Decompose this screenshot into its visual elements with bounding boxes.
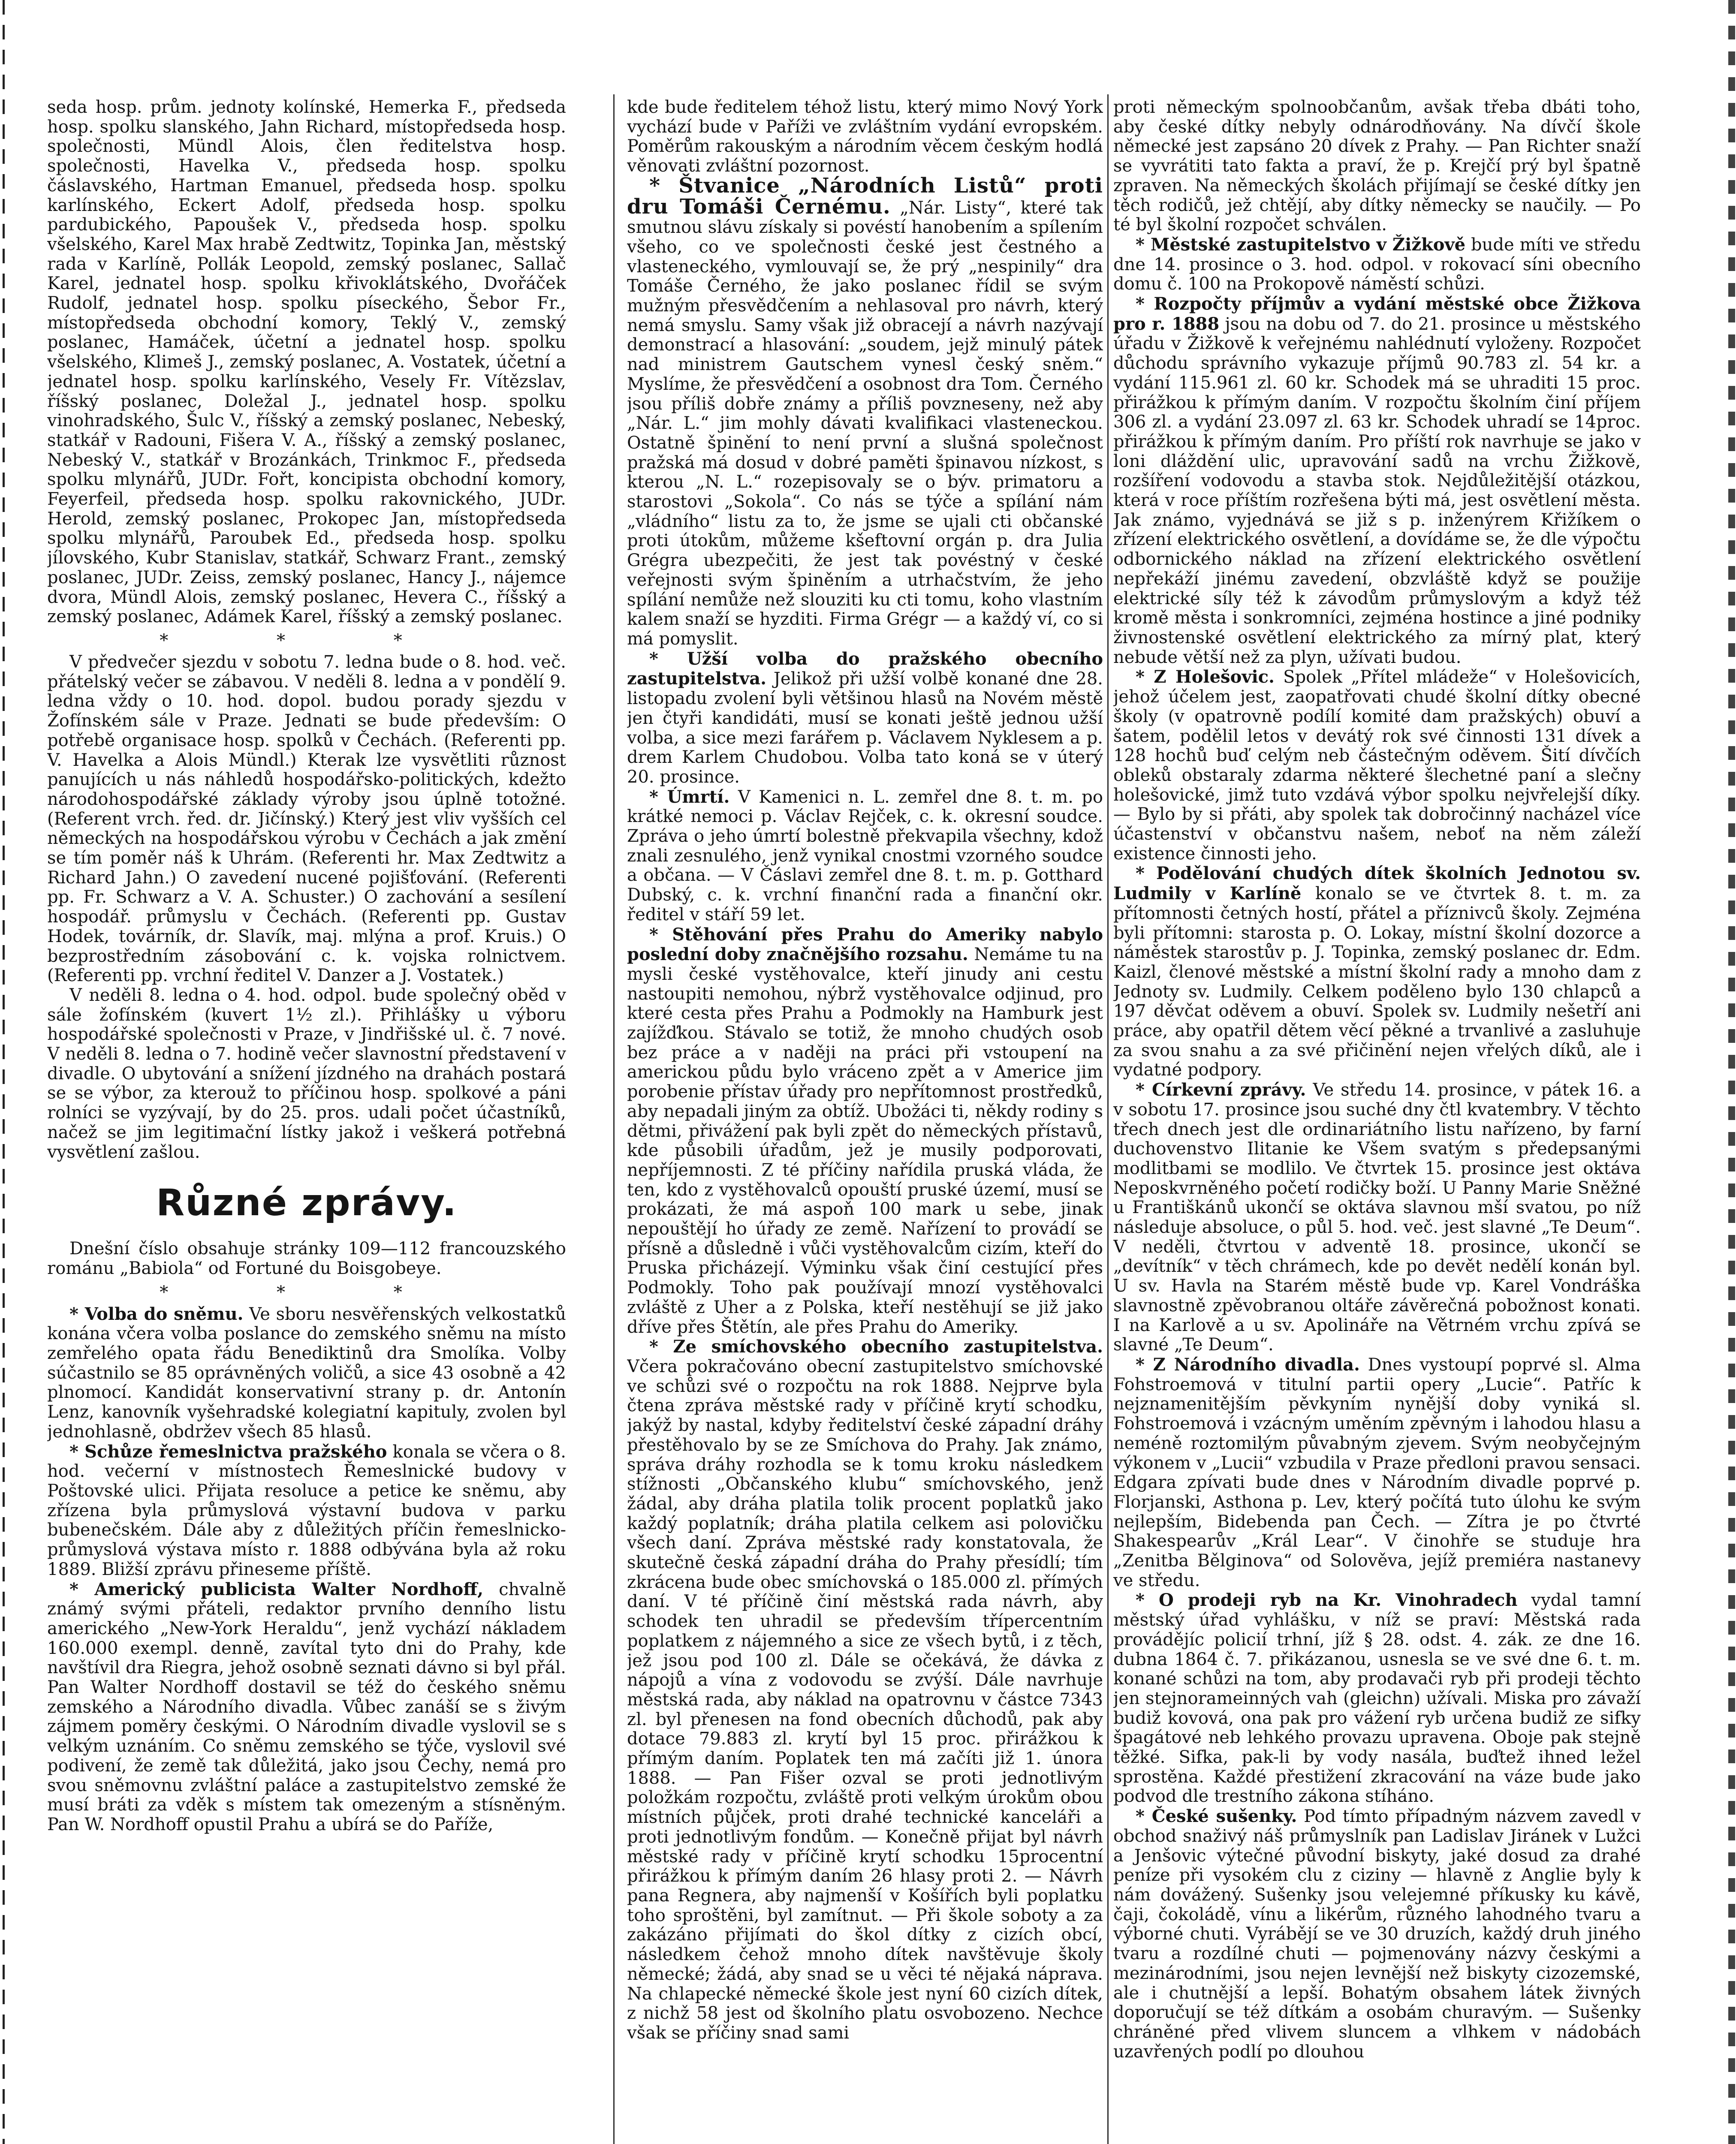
smichov-continued: proti německým spolnoobčanům, avšak třeba dbáti toho, aby české dítky nebyly odnárodňovány. Na dívčí škole německé jest zapsáno 20 dívek z Prahy. — Pan Richter snaží se vyvrátiti tato fakta a praví, že p. Krejčí prý byl špatně zpraven. Na německých školách přijímají se české dítky jen těch rodičů, jež chtějí, aby dítky německy se naučily. — Po té byl školní rozpočet schválen. [1113, 98, 1641, 235]
issue-note: Dnešní číslo obsahuje stránky 109—112 francouzského románu „Babiola“ od Fortuné du Boisgobeye. [47, 1239, 566, 1278]
article-body: Nemáme tu na mysli české vystěhovalce, kteří jinudy ani cestu nastoupiti nemohou, nýbrž vystěhovalce odjinud, pro které cesta přes Prahu a Podmokly na Hamburk jest zajížďkou. Stávalo se totiž, že mnoho chudých osob bez práce a v naději na práci při vstoupení na americkou půdu bylo vráceno zpět a v Americe jim porobenie přístav úřady pro nepřítomnost prostředků, aby nepadali jiným za obtíž. Ubožáci ti, někdy rodiny s dětmi, přivážení pak byli zpět do německých přístavů, kde působili úřadům, jež je musily podporovati, nepříjemnosti. Z té příčiny nařídila pruská vláda, že ten, kdo z vystěhovalců opouští pruské území, musí se prokázati, že má aspoň 100 mark u sebe, jinak nepouštějí ho úřady ze země. Nařízení to provádí se přísně a důsledně i vůči vystěhovalcům cizím, kteří do Pruska přicházejí. Výminku však činí cestující přes Podmokly. Toho pak používají mnozí vystěhovalci zvláště z Uher a z Polska, kteří nestěhují se již jako dříve přes Štětín, ale přes Prahu do Ameriky. [627, 945, 1103, 1337]
convention-participants: seda hosp. prům. jednoty kolínské, Hemerka F., předseda hosp. spolku slanského, Jahn Richard, místopředseda hosp. společnosti, Mündl Alois, člen ředitelstva hosp. společnosti, Havelka V., předseda hosp. spolku čáslavského, Hartman Emanuel, předseda hosp. spolku karlínského, Eckert Adolf, předseda hosp. spolku pardubického, Papoušek V., předseda hosp. spolku všelského, Karel Max hrabě Zedtwitz, Topinka Jan, městský rada v Karlíně, Pollák Leopold, zemský poslanec, Sallač Karel, jednatel hosp. spolku křivoklátského, Dvořáček Rudolf, jednatel hosp. spolku píseckého, Šebor Fr., místopředseda obchodní komory, Teklý V., zemský poslanec, Hamáček, účetní a jednatel hosp. spolku všelského, Klimeš J., zemský poslanec, A. Vostatek, účetní a jednatel hosp. spolku karlínského, Vesely Fr. Vítězslav, říšský poslanec, Doležal J., jednatel hosp. spolku vinohradského, Šulc V., říšský a zemský poslanec, Nebeský, statkář v Radouni, Fišera V. A., říšský a zemský poslanec, Nebeský V., statkář v Brozánkách, Trinkmoc F., předseda spolku mlynářů, JUDr. Fořt, koncipista obchodní komory, Feyerfeil, předseda hosp. spolku rakovnického, JUDr. Herold, zemský poslanec, Prokopec Jan, místopředseda spolku mlynářů, Paroubek Ed., předseda hosp. spolku jílovského, Kubr Stanislav, statkář, Schwarz Frant., zemský poslanec, JUDr. Zeiss, zemský poslanec, Hancy J., nájemce dvora, Mündl Alois, zemský poslanec, Hevera C., říšský a zemský poslanec, Adámek Karel, říšský a zemský poslanec. [47, 98, 566, 627]
article-heading: * Užší volba do pražského obecního zastupitelstva. [627, 648, 1103, 689]
article-biscuits [1113, 1807, 1641, 2062]
article-heading: * České sušenky. [1136, 1806, 1297, 1827]
article-election [47, 1304, 566, 1442]
article-heading: * Štvanice „Národních Listů“ proti dru Tomáši Černému. [627, 173, 1103, 219]
column-rule-1 [613, 94, 615, 2144]
article-deaths [627, 787, 1103, 925]
article-zizkov-budget [1113, 294, 1641, 667]
column-3 [1113, 98, 1641, 2144]
article-fish-sale [1113, 1590, 1641, 1807]
article-body: „Nár. Listy“, které tak smutnou slávu získaly si povéstí hanobením a spílením všeho, co ve společnosti české jest čestného a vlasteneckého, vymlouvají se, že prý „nespinily“ dra Tomáše Černého, že jako poslanec řídil se svým mužným přesvědčením a nehlasoval pro návrh, který nemá smyslu. Samy však již obracejí a návrh nazývají demonstrací a hlasování: „soudem, jejž minulý pátek nad ministrem Gautschem vynesl český sněm.“ Myslíme, že přesvědčení a osobnost dra Tom. Černého jsou příliš dobře známy a příliš povzneseny, než aby „Nár. L.“ jim mohly dávati kvalifikaci vlasteneckou. Ostatně špinění to není první a slušná společnost pražská má dosud v dobré paměti špinavou nízkost, s kterou „N. L.“ rozepisovaly se o býv. primatoru a starostovi „Sokola“. Co nás se týče a spílání nám „vládního“ listu za to, že jsme se ujali cti občanské proti útokům, můžeme kšeftovní orgán p. dra Julia Grégra ubezpečiti, že jest tak povéstný v české veřejnosti svým špiněním a utrhačstvím, že jeho spílání nemůže než slouziti ku cti tomu, koho vlastním kalem snaží se hyzditi. Firma Grégr — a každý ví, co si má pomyslit. [627, 198, 1103, 649]
article-body: Včera pokračováno obecní zastupitelstvo smíchovské ve schůzi své o rozpočtu na rok 1888. Nejprve byla čtena zpráva městské rady v příčině krytí schodku, jakýž by nastal, kdyby ředitelství české západní dráhy přestěhovalo by se ze Smíchova do Prahy. Jak známo, správa dráhy rozhodla se k tomu kroku následkem stížnosti „Občanského klubu“ smíchovského, jenž žádal, aby dráha platila tolik procent poplatků jako každý poplatník; dráha platila celkem asi polovičku všech daní. Zpráva městské rady konstatovala, že skutečně česká západní dráha do Prahy přesídlí; tím zkrácena bude obec smíchovská o 185.000 zl. přímých daní. V té příčině činí městská rada návrh, aby schodek ten uhradil se především třípercentním poplatkem z nájemného a sice ze všech bytů, i z těch, jež jsou pod 100 zl. Dále se očekává, že dávka z nápojů a vína z vodovodu se zvýší. Dále navrhuje městská rada, aby náklad na opatrovnu v částce 7343 zl. byl přenesen na fond obecních důchodů, pak aby dotace 79.883 zl. krytí byl 15 proc. přirážkou k přímým daním. Poplatek ten má začíti již 1. února 1888. — Pan Fišer ozval se proti jednotlivým položkám rozpočtu, zvláště proti velkým úrokům obou místních půjček, proti drahé technické kanceláři a proti jednotlivým fondům. — Konečně přijat byl návrh městské rady v příčině krytí schodku 15procentní přirážkou k přímým daním 26 hlasy proti 2. — Návrh pana Regnera, aby najmenší v Košířích byli poplatku toho sproštěni, byl zamítnut. — Při škole soboty a za zakázáno přijímati do škol dítky z cizích obcí, následkem čehož mnoho dítek navštěvuje školy německé; žádá, aby snad se u věci té nějaká náprava. Na chlapecké německé škole jest nyní 60 cizích dítek, z nichž 58 jest od školního platu osvobozeno. Nechce však se příčiny snad sami [627, 1357, 1103, 2043]
article-body: Ve sboru nesvěřenských velkostatků konána včera volba poslance do zemského sněmu na místo zemřelého opata řádu Benediktinů dra Smolíka. Volby súčastnilo se 85 oprávněných voličů, a sice 43 osobně a 42 plnomocí. Kandidát konservativní strany p. dr. Antonín Lenz, kanovník vyšehradské kolegiatní kapituly, zvolen byl jednohlasně, obdržev všech 85 hlasů. [47, 1304, 566, 1442]
column-2 [627, 98, 1103, 2144]
column-1 [47, 98, 566, 2144]
article-stvanice [627, 173, 1103, 649]
article-heading: * Městské zastupitelstvo v Žižkově [1136, 234, 1466, 255]
article-body: vydal tamní městský úřad vyhlášku, v níž se praví: Městská rada provádějíc policií trhní, jíž § 28. odst. 4. zák. ze dne 16. dubna 1864 č. 7. přikázanou, usnesla se ve své dne 6. t. m. konané schůzi na tom, aby prodavači ryb při prodeji těchto jen stejnorameinných vah (gleichn) užívali. Miska pro závaží budiž kovová, ona pak pro vážení ryb určena budiž ze sifky špagátové neb lehkého provazu upravena. Oboje pak stejně těžké. Sifka, pak-li by vody nasála, buďtež ihned ležel sprostěna. Každé přestižení zkracování na váze bude jako podvod dle trestního zákona stíháno. [1113, 1590, 1641, 1807]
article-body: V Kamenici n. L. zemřel dne 8. t. m. po krátké nemoci p. Václav Rejček, c. k. okresní soudce. Zpráva o jeho úmrtí bolestně překvapila všechny, kdož znali zesnulého, jenž vynikal cnostmi vzorného soudce a občana. — V Čáslavi zemřel dne 8. t. m. p. Gotthard Dubský, c. k. vrchní finanční rada a finanční okr. ředitel v stáří 59 let. [627, 787, 1103, 924]
article-body: Jelikož při užší volbě konané dne 28. listopadu zvolení byli většinou hlasů na Novém městě jen čtyři kandidáti, musí se konati ještě jednou užší volba, a sice mezi farářem p. Václavem Nyklesem a p. drem Karlem Chudobou. Volba tato koná se v úterý 20. prosince. [627, 669, 1103, 787]
article-body: bude míti ve středu dne 14. prosince o 3. hod. odpol. v rokovací síni obecního domu č. 100 na Prokopově náměstí schůzi. [1113, 235, 1641, 294]
convention-dinner: V neděli 8. ledna o 4. hod. odpol. bude společný oběd v sále žofínském (kuvert 1½ zl.). Přihlášky u výboru hospodářské společnosti v Praze, v Jindřišské ul. č. 7 nové. V neděli 8. ledna o 7. hodině večer slavnostní představení v divadle. O ubytování a snížení jízdného na drahách postará se se výbor, za kterouž to příčinou hosp. spolkové a páni rolníci se vyzývají, by do 25. pros. udali počet účastníků, načež se jim legitimační lístky jakož i veškerá potřebná vysvětlení zašlou. [47, 985, 566, 1162]
article-nordhoff [47, 1580, 566, 1835]
article-body: konala se včera o 8. hod. večerní v místnostech Řemeslnické budovy v Poštovské ulici. Přijata resoluce a petice ke sněmu, aby zřízena byla průmyslová výstavní budova v parku bubenečském. Dále aby z důležitých příčin řemeslnicko-průmyslová výstava místo r. 1888 odbývána byla až roku 1889. Bližší zprávu přineseme příště. [47, 1442, 566, 1579]
article-church [1113, 1080, 1641, 1355]
convention-program: V předvečer sjezdu v sobotu 7. ledna bude o 8. hod. več. přátelský večer se zábavou. V neděli 8. ledna a v pondělí 9. ledna vždy o 10. hod. dopol. budou porady sjezdu v Žofínském sále v Praze. Jednati se bude především: O potřebě organisace hosp. spolků v Čechách. (Referenti pp. V. Havelka a Alois Mündl.) Kterak lze vysvětliti různost panujících u nás náhledů hospodářsko-politických, kdežto národohospodářské základy výroby jsou úplně totožné. (Referent vrch. řed. dr. Jičínský.) Který jest vliv vyšších cel německých na hospodářskou výrobu v Čechách a jak změní se tím poměr náš k Uhrám. (Referenti hr. Max Zedtwitz a Richard Jahn.) O zavedení nucené pojišťování. (Referenti pp. Fr. Schwarz a V. A. Schuster.) O zachování a sesílení hospodář. průmyslu v Čechách. (Referenti pp. Gustav Hodek, továrník, dr. Slavík, maj. mlýna a prof. Kruis.) O bezprostředním zásobování c. k. vojska rolnictvem. (Referenti pp. vrchní ředitel V. Danzer a J. Vostatek.) [47, 652, 566, 986]
section-title: Různé zprávy. [156, 1181, 457, 1225]
article-heading: * Stěhování přes Prahu do Ameriky nabylo poslední doby značnějšího rozsahu. [627, 924, 1103, 965]
page-edge-right [1728, 0, 1735, 2144]
article-body: chvalně známý svými přáteli, redaktor prvního denního listu amerického „New-York Heraldu“, jenž vychází nákladem 160.000 exempl. denně, zavítal tyto dni do Prahy, kde navštívil dra Riegra, jehož osobně seznati dávno si byl přál. Pan Walter Nordhoff dostavil se též do českého sněmu zemského a Národního divadla. Vůbec zanáší se s živým zájmem poměry českými. O Národním divadle vyslovil se s velkým uznáním. Co sněmu zemského se týče, vyslovil své podivení, že země tak důležitá, jako jsou Čechy, nemá pro svou sněmovnu zvláštní paláce a zastupitelstvo zemské že musí bráti za vděk s místem tak omezeným a stísněným. Pan W. Nordhoff opustil Prahu a ubírá se do Paříže, [47, 1579, 566, 1834]
article-heading: * Ze smíchovského obecního zastupitelstva. [649, 1337, 1103, 1357]
article-heading: * Podělování chudých dítek školních Jednotou sv. Ludmily v Karlíně [1113, 863, 1641, 904]
article-smichov-council [627, 1337, 1103, 2043]
article-body: Pod tímto případným názvem zavedl v obchod snaživý náš průmyslník pan Ladislav Jiránek v Lužci a Jenšovic výtečné původní biskyty, jaké dosud za drahé peníze při vysokém clu z ciziny — hlavně z Anglie byly k nám dovážený. Sušenky jsou velejemné příkusky ku kávě, čaji, čokoládě, vínu a likérům, různého lahodného tvaru a výborné chuti. Vyrábějí se ve 30 druzích, každý druh jiného tvaru a rozdílné chuti — pojmenovány názvy českými a mezinárodními, jsou nejen levnější než biskyty cizozemské, ale i chutnější a lepší. Bohatým obsahem látek živných doporučují se též dítkám a osobám churavým. — Sušenky chráněné před vlivem sluncem a vlhkem v nádobách uzavřených podlí po dlouhou [1113, 1807, 1641, 2062]
article-heading: * Volba do sněmu. [69, 1304, 244, 1324]
article-heading: * O prodeji ryb na Kr. Vinohradech [1136, 1590, 1518, 1611]
article-body: Dnes vystoupí poprvé sl. Alma Fohstroemová v titulní partii opery „Lucie“. Patříc k nejznamenitějším pěvkyním nynější doby vyniká sl. Fohstroemová i vzácným uměním zpěvným i lahodou hlasu a neméně roztomilým půvabným zjevem. Svým neobyčejným výkonem v „Lucii“ vzbudila v Praze předloni pravou sensaci. Edgara zpívati bude dnes v Národním divadle poprvé p. Florjanski, Asthona p. Lev, který počítá tuto úlohu ke svým nejlepším, Bidebenda pan Čech. — Zítra je po čtvrté Shakespearův „Král Lear“. V činohře se studuje hra „Zenitba Bělginova“ od Solověva, jejíž premiéra nastanevy ve středu. [1113, 1355, 1641, 1590]
article-theatre [1113, 1355, 1641, 1590]
article-heading: * Z Holešovic. [1136, 667, 1275, 687]
article-body: Ve středu 14. prosince, v pátek 16. a v sobotu 17. prosince jsou suché dny čtl kvatembry. V těchto třech dnech jest dle ordinariátního listu nařízeno, by farní duchovenstvo Ilitanie ke Všem svatým s předepsanými modlitbami se modlilo. Ve čtvrtek 15. prosince jest oktáva Neposkvrněného početí rodičky boží. U Panny Marie Sněžné u Františkánů ukončí se oktáva slavnou mší svatou, po níž následuje absoluce, o půl 5. hod. več. jest slavné „Te Deum“. V neděli, čtvrtou v adventě 18. prosince, ukončí se „devítník“ v těch chrámech, kde po devět nedělí konán byl. U sv. Havla na Starém městě bude vp. Karel Vondráška slavnostně zpěvobranou oltáře závěrečná pobožnost konati. I na Karlově a u sv. Apolináře na Větrném vrchu zpívá se slavné „Te Deum“. [1113, 1080, 1641, 1355]
article-ludmila [1113, 864, 1641, 1080]
article-heading: * Americký publicista Walter Nordhoff, [69, 1579, 483, 1599]
article-emigration [627, 925, 1103, 1337]
separator-stars: * * * [160, 630, 454, 650]
article-holesovice [1113, 667, 1641, 864]
page-edge-left [3, 0, 5, 2144]
article-runoff-election [627, 649, 1103, 787]
article-body: jsou na dobu od 7. do 21. prosince u městského úřadu v Žižkově k veřejnému nahlédnutí vyloženy. Rozpočet důchodu správního vykazuje příjmů 90.783 zl. 54 kr. a vydání 115.961 zl. 60 kr. Schodek má se uhraditi 15 proc. přirážkou k přímým daním. V rozpočtu školním činí příjem 306 zl. a vydání 23.097 zl. 63 kr. Schodek uhradí se 14proc. přirážkou k přímým daním. Pro příští rok navrhuje se jako v loni dláždění ulic, upravování sadů na vrchu Žižkově, rozšíření vodovodu a stavba stok. Nejdůležitější otázkou, která v roce příštím rozřešena býti má, jest osvětlení města. Jak známo, vyjednává se již s p. inženýrem Křižíkem o zřízení elektrického osvětlení, a dovídáme se, že dle výpočtu odbornického náklad na zřízení elektrického osvětlení nepřekáží jinému zavedení, obzvláště když se použije elektrické síly též k závodům průmyslovým a když též kromě města i sonkromníci, zejména hostince a jiné podniky živnostenské osvětlení elektrického za mírný plat, který nebude větší než za plyn, užívati budou. [1113, 314, 1641, 667]
column-rule-2 [1107, 94, 1109, 2144]
article-heading: * Schůze řemeslnictva pražského [69, 1441, 387, 1462]
article-zizkov-council [1113, 235, 1641, 294]
separator-stars-2: * * * [160, 1282, 454, 1302]
article-heading: * Rozpočty příjmův a vydání městské obce Žižkova pro r. 1888 [1113, 294, 1641, 334]
article-craftsmen [47, 1442, 566, 1580]
article-heading: * Úmrtí. [649, 786, 730, 807]
article-body: konalo se ve čtvrtek 8. t. m. za přítomnosti četných hostí, přátel a příznivců školy. Zejména byli přítomni: starosta p. O. Lokay, místní školní dozorce a náměstek starostův p. J. Topinka, zemský poslanec dr. Edm. Kaizl, členové městské a místní školní rady a mnoho dam z Jednoty sv. Ludmily. Celkem poděleno bylo 130 chlapců a 197 děvčat oděvem a obuví. Spolek sv. Ludmily nešetří ani práce, aby opatřil dětem věcí pěkné a trvanlivé a zasluhuje za svou snahu a za své přičinění nejen vřelých díků, ale i vydatné podpory. [1113, 884, 1641, 1080]
nordhoff-continued: kde bude ředitelem téhož listu, který mimo Nový York vychází bude v Paříži ve zvláštním vydání evropském. Poměrům rakouským a národním věcem českým hodlá věnovati zvláštní pozornost. [627, 98, 1103, 176]
article-body: Spolek „Přítel mládeže“ v Holešovicích, jehož účelem jest, zaopatřovati chudé školní dítky obecné školy (v opatrovně podílí komité dam pražských) obuví a šatem, podělil letos v devátý rok své činnosti 131 dívek a 128 hochů buď celým neb částečným oděvem. Šití dívčích obleků obstaraly zdarma některé šlechetné paní a slečny holešovické, jimž tuto vzdává výbor spolku nejvřelejší díky. — Bylo by si přáti, aby spolek tak dobročinný nacházel více účastenství v občanstvu našem, neboť na něm záleží existence činnosti jeho. [1113, 667, 1641, 864]
article-heading: * Církevní zprávy. [1136, 1080, 1306, 1100]
article-heading: * Z Národního divadla. [1136, 1355, 1360, 1375]
